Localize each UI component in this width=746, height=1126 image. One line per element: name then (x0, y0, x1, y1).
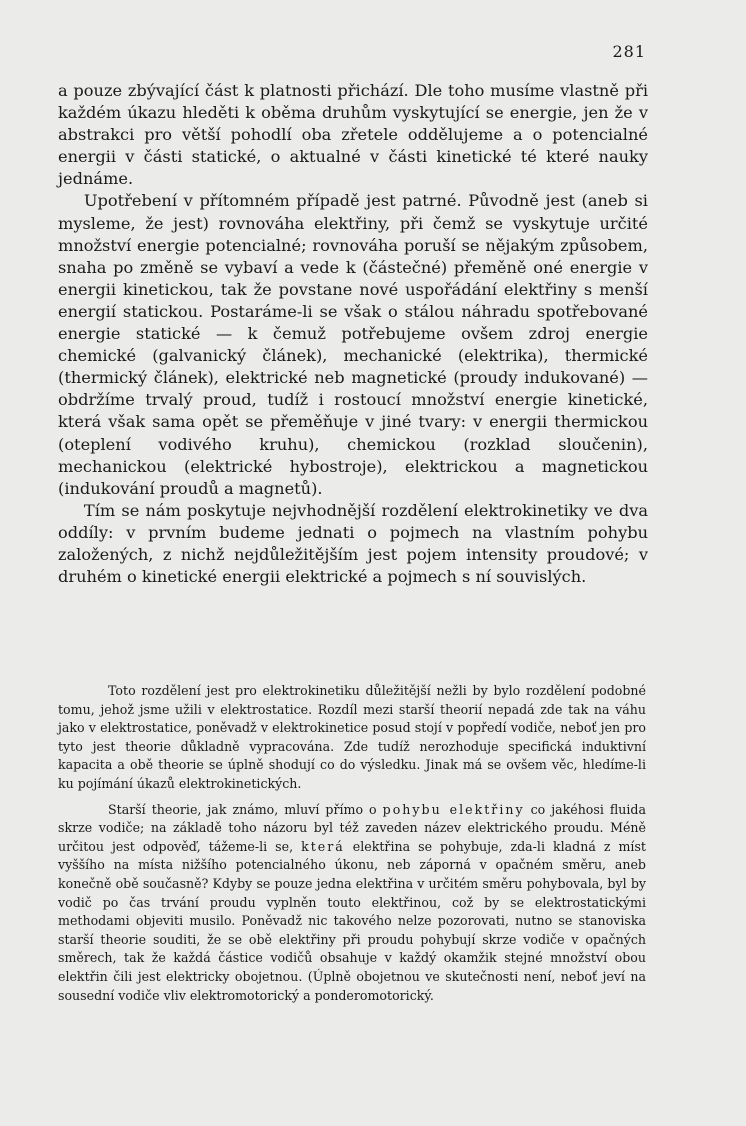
footnote-2-emphasis-1: pohybu elektřiny (382, 801, 525, 817)
footnote-2-text-before: Starší theorie, jak známo, mluví přímo o (108, 801, 383, 817)
paragraph-3: Tím se nám poskytuje nejvhodnější rozdělení elektrokinetiky ve dva oddíly: v prvním budeme jednati o pojmech na vlastním pohybu založených, z nichž nejdůležitějším jest pojem intensity proudové; v druhém o kinetické energii elektrické a pojmech s ní souvislých. (58, 500, 648, 587)
footnotes (58, 682, 646, 1005)
paragraph-2: Upotřebení v přítomném případě jest patrné. Původně jest (aneb si mysleme, že jest) rovnováha elektřiny, při čemž se vyskytuje určité množství energie potencialné; rovnováha poruší se nějakým způsobem, snaha po změně se vybaví a vede k (částečné) přeměně oné energie v energii kinetickou, tak že povstane nové uspořádání elektřiny s menší energií statickou. Postaráme-li se však o stálou náhradu spotřebované energie statické — k čemuž potřebujeme ovšem zdroj energie chemické (galvanický článek), mechanické (elektrika), thermické (thermický článek), elektrické neb magnetické (proudy indukované) — obdržíme trvalý proud, tudíž i rostoucí množství energie kinetické, která však sama opět se přeměňuje v jiné tvary: v energii thermickou (oteplení vodivého kruhu), chemickou (rozklad sloučenin), mechanickou (elektrické hybostroje), elektrickou a magnetickou (indukování proudů a magnetů). (58, 191, 648, 498)
footnote-2-text-after: elektřina se pohybuje, zda-li kladná z míst vyššího na místa nižšího potencialného úkonu, neb záporná v opačném směru, aneb konečně obě současně? Kdyby se pouze jedna elektřina v určitém směru pohybovala, byl by vodič po čas trvání proudu vyplněn touto elektřinou, což by se elektrostatickými methodami objeviti musilo. Poněvadž nic takového nelze pozorovati, nutno se stanoviska starší theorie souditi, že se obě elektřiny při proudu pohybují skrze vodiče v opačných směrech, tak že každá částice vodičů obsahuje v každý okamžik stejné množství obou elektřin čili jest elektricky obojetnou. (Úplně obojetnou ve skutečnosti není, neboť jeví na sousední vodiče vliv elektromotorický a ponderomotorický. (58, 838, 646, 1003)
footnote-2 (58, 801, 646, 1006)
footnote-2-text-middle: co jakéhosi fluida skrze vodiče; na základě toho názoru byl též zaveden název elektrického proudu. Méně určitou jest odpověď, tážeme-li se, (58, 801, 646, 854)
footnote-2-emphasis-2: která (301, 838, 345, 854)
footnote-1: Toto rozdělení jest pro elektrokinetiku důležitější nežli by bylo rozdělení podobné tomu, jehož jsme užili v elektrostatice. Rozdíl mezi starší theorií nepadá zde tak na váhu jako v elektrostatice, poněvadž v elektrokinetice posud stojí v popředí vodiče, neboť jen pro tyto jest theorie důkladně vypracována. Zde tudíž nerozhoduje specifická induktivní kapacita a obě theorie se úplně shodují co do výsledku. Jinak má se ovšem věc, hledíme-li ku pojímání úkazů elektrokinetických. (58, 683, 646, 791)
main-text (58, 80, 648, 588)
page-number: 281 (612, 42, 646, 61)
paragraph-1: a pouze zbývající část k platnosti přichází. Dle toho musíme vlastně při každém úkazu hleděti k oběma druhům vyskytující se energie, jen že v abstrakci pro větší pohodlí oba zřetele oddělujeme a o potencialné energii v části statické, o aktualné v části kinetické té které nauky jednáme. (58, 81, 648, 189)
